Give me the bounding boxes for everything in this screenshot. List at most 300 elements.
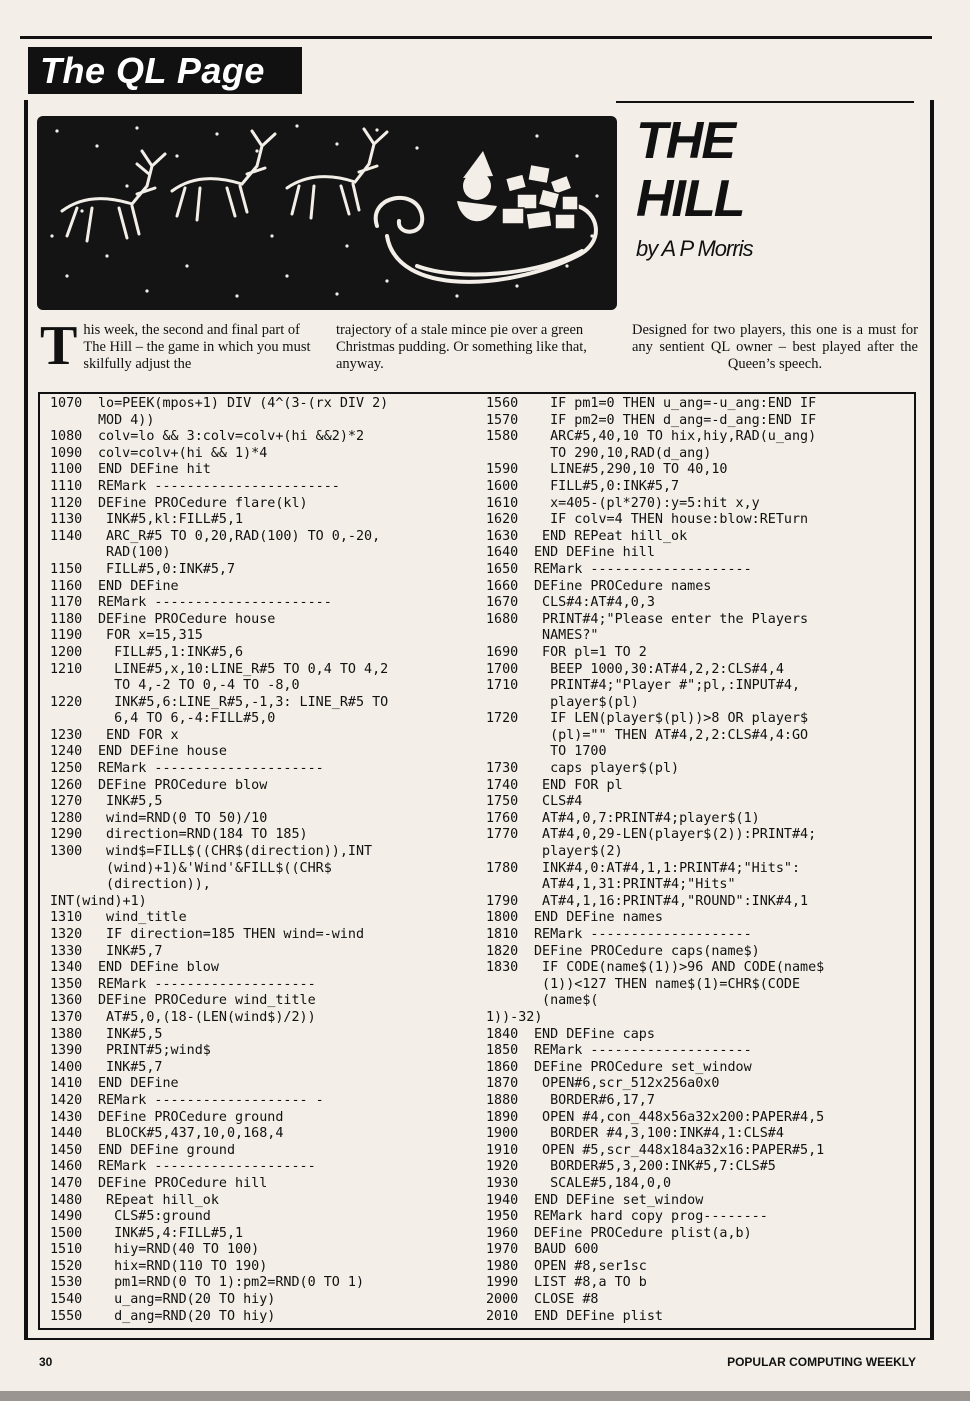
code-line	[486, 1309, 912, 1326]
code-line	[50, 645, 476, 662]
code-text: END DEFine	[98, 578, 179, 594]
code-text: player$(pl)	[534, 694, 639, 710]
code-line	[486, 1076, 912, 1093]
line-number: 1430	[50, 1109, 83, 1125]
code-line	[486, 645, 912, 662]
code-line	[50, 794, 476, 811]
code-text: END DEFine set_window	[534, 1192, 704, 1208]
code-text: 6,4 TO 6,-4:FILL#5,0	[98, 711, 276, 727]
line-number: 1210	[50, 661, 83, 677]
line-number: 1110	[50, 478, 83, 494]
code-text: INK#5,7	[98, 1059, 163, 1075]
line-number: 1940	[486, 1192, 519, 1208]
code-text: OPEN #4,con_448x56a32x200:PAPER#4,5	[534, 1109, 825, 1125]
line-number: 1490	[50, 1209, 83, 1225]
line-number: 1670	[486, 595, 519, 611]
line-number: 1990	[486, 1275, 519, 1291]
line-number: 2010	[486, 1308, 519, 1324]
code-line	[486, 1209, 912, 1226]
line-number: 1820	[486, 943, 519, 959]
line-number: 1470	[50, 1175, 83, 1191]
code-line	[50, 1309, 476, 1326]
code-line	[50, 396, 476, 413]
code-text: LINE#5,x,10:LINE_R#5 TO 0,4 TO 4,2	[98, 661, 389, 677]
code-text: FOR x=15,315	[98, 628, 203, 644]
code-line	[50, 894, 476, 911]
code-line	[486, 1126, 912, 1143]
code-text: CLOSE #8	[534, 1292, 599, 1308]
code-line	[486, 462, 912, 479]
code-line	[50, 1110, 476, 1127]
code-line	[486, 562, 912, 579]
line-number: 1450	[50, 1142, 83, 1158]
code-line	[486, 711, 912, 728]
listing-column-right	[486, 396, 912, 1325]
code-text: PRINT#4;"Player #";pl,:INPUT#4,	[534, 678, 801, 694]
code-text: TO 1700	[534, 744, 607, 760]
code-line	[486, 960, 912, 977]
code-line	[50, 744, 476, 761]
code-text: FILL#5,0:INK#5,7	[98, 561, 236, 577]
code-line	[50, 413, 476, 430]
code-line	[50, 1126, 476, 1143]
code-text: REMark --------------------	[534, 1043, 752, 1059]
code-line	[50, 429, 476, 446]
line-number: 1600	[486, 478, 519, 494]
code-text: colv=colv+(hi && 1)*4	[98, 445, 268, 461]
code-text: END DEFine blow	[98, 960, 219, 976]
line-number: 1340	[50, 960, 83, 976]
code-line	[486, 446, 912, 463]
publication-name: POPULAR COMPUTING WEEKLY	[727, 1355, 916, 1369]
code-text: CLS#4	[534, 794, 583, 810]
code-text: REMark ----------------------	[98, 595, 332, 611]
line-number: 1770	[486, 827, 519, 843]
code-line	[50, 944, 476, 961]
code-text: END DEFine hill	[534, 545, 655, 561]
code-text: BORDER#5,3,200:INK#5,7:CLS#5	[534, 1159, 776, 1175]
code-line	[50, 778, 476, 795]
code-line	[50, 977, 476, 994]
code-line	[50, 1226, 476, 1243]
code-line	[50, 1143, 476, 1160]
code-line	[486, 612, 912, 629]
author-byline: by A P Morris	[636, 236, 753, 261]
code-text: TO 290,10,RAD(d_ang)	[534, 445, 712, 461]
line-number: 1760	[486, 810, 519, 826]
line-number: 1890	[486, 1109, 519, 1125]
line-number: 1910	[486, 1142, 519, 1158]
code-text: FILL#5,0:INK#5,7	[534, 478, 680, 494]
code-text: NAMES?"	[534, 628, 599, 644]
code-line	[486, 1093, 912, 1110]
code-line	[50, 695, 476, 712]
code-text: AT#4,0,7:PRINT#4;player$(1)	[534, 810, 760, 826]
code-text: wind_title	[98, 910, 187, 926]
line-number: 1460	[50, 1159, 83, 1175]
code-text: caps player$(pl)	[534, 761, 680, 777]
code-line	[486, 595, 912, 612]
code-text: wind=RND(0 TO 50)/10	[98, 810, 268, 826]
code-text: INK#5,7	[98, 943, 163, 959]
line-number: 1730	[486, 761, 519, 777]
code-text: IF colv=4 THEN house:blow:RETurn	[534, 512, 809, 528]
line-number: 1790	[486, 893, 519, 909]
line-number: 1660	[486, 578, 519, 594]
line-number: 1530	[50, 1275, 83, 1291]
code-line	[486, 545, 912, 562]
code-text: OPEN #5,scr_448x184a32x16:PAPER#5,1	[534, 1142, 825, 1158]
code-line	[486, 1143, 912, 1160]
line-number: 1810	[486, 927, 519, 942]
line-number: 1390	[50, 1043, 83, 1059]
line-number: 1920	[486, 1159, 519, 1175]
reindeer-group	[62, 129, 387, 241]
code-text: player$(2)	[534, 844, 623, 860]
line-number: 1280	[50, 810, 83, 826]
code-text: FILL#5,1:INK#5,6	[98, 644, 244, 660]
code-line	[50, 711, 476, 728]
code-line	[486, 827, 912, 844]
code-text: (direction)),	[98, 877, 211, 893]
code-text: (1))<127 THEN name$(1)=CHR$(CODE	[534, 976, 801, 992]
line-number: 1180	[50, 611, 83, 627]
code-line	[486, 1043, 912, 1060]
line-number: 1190	[50, 628, 83, 644]
code-text: BORDER#6,17,7	[534, 1092, 655, 1108]
sleigh-artwork	[37, 116, 617, 310]
code-line	[50, 1076, 476, 1093]
code-line	[50, 877, 476, 894]
code-line	[50, 910, 476, 927]
code-text: END FOR x	[98, 727, 179, 743]
code-text: IF pm1=0 THEN u_ang=-u_ang:END IF	[534, 396, 817, 411]
code-line	[486, 1275, 912, 1292]
code-line	[486, 1193, 912, 1210]
santa-figure	[457, 151, 497, 221]
code-text: ARC#5,40,10 TO hix,hiy,RAD(u_ang)	[534, 429, 817, 445]
code-text: END DEFine hit	[98, 462, 211, 478]
line-number: 1300	[50, 844, 83, 860]
code-text: REMark ---------------------	[98, 761, 324, 777]
line-number: 1880	[486, 1092, 519, 1108]
line-number: 1560	[486, 396, 519, 411]
code-text: DEFine PROCedure names	[534, 578, 712, 594]
code-text: END DEFine caps	[534, 1026, 655, 1042]
line-number: 1310	[50, 910, 83, 926]
code-line	[486, 1292, 912, 1309]
line-number: 1860	[486, 1059, 519, 1075]
line-number: 1130	[50, 512, 83, 528]
code-line	[50, 1259, 476, 1276]
line-number: 1520	[50, 1258, 83, 1274]
title-line-2: HILL	[636, 170, 744, 228]
code-line	[50, 1242, 476, 1259]
code-line	[50, 827, 476, 844]
code-text: REMark ------------------- -	[98, 1092, 324, 1108]
code-line	[50, 1292, 476, 1309]
code-text: RAD(100)	[98, 545, 171, 561]
line-number: 1250	[50, 761, 83, 777]
code-line	[50, 993, 476, 1010]
code-line	[50, 678, 476, 695]
line-number: 1100	[50, 462, 83, 478]
code-line	[50, 479, 476, 496]
code-text: LINE#5,290,10 TO 40,10	[534, 462, 728, 478]
code-line	[486, 512, 912, 529]
code-text: AT#4,1,16:PRINT#4,"ROUND":INK#4,1	[534, 893, 809, 909]
santa-sleigh-illustration	[37, 116, 617, 310]
code-line	[486, 1226, 912, 1243]
code-line	[486, 877, 912, 894]
line-number: 1570	[486, 412, 519, 428]
code-text: END DEFine	[98, 1076, 179, 1092]
code-text: REMark --------------------	[534, 561, 752, 577]
line-number: 1950	[486, 1209, 519, 1225]
code-text: INK#5,6:LINE_R#5,-1,3: LINE_R#5 TO	[98, 694, 389, 710]
code-line	[50, 612, 476, 629]
code-line	[50, 496, 476, 513]
code-text: pm1=RND(0 TO 1):pm2=RND(0 TO 1)	[98, 1275, 365, 1291]
line-number: 1350	[50, 976, 83, 992]
code-text: DEFine PROCedure caps(name$)	[534, 943, 760, 959]
code-text: END FOR pl	[534, 777, 623, 793]
code-text: INK#5,5	[98, 1026, 163, 1042]
code-text: END DEFine names	[534, 910, 663, 926]
code-line	[50, 1093, 476, 1110]
line-number: 1230	[50, 727, 83, 743]
line-number: 1720	[486, 711, 519, 727]
line-number: 1120	[50, 495, 83, 511]
code-line	[486, 662, 912, 679]
line-number: 1440	[50, 1126, 83, 1142]
intro-text-1: his week, the second and final part of The Hill – the game in which you must skilfully adjust the	[83, 322, 311, 372]
line-number: 1200	[50, 644, 83, 660]
code-text: INK#5,4:FILL#5,1	[98, 1225, 244, 1241]
code-line	[486, 579, 912, 596]
line-number: 1830	[486, 960, 519, 976]
code-text: DEFine PROCedure set_window	[534, 1059, 752, 1075]
code-text: u_ang=RND(20 TO hiy)	[98, 1292, 276, 1308]
code-line	[50, 628, 476, 645]
code-line	[50, 1176, 476, 1193]
code-text: IF direction=185 THEN wind=-wind	[98, 927, 365, 942]
code-line	[486, 1010, 912, 1027]
code-text: hiy=RND(40 TO 100)	[98, 1242, 260, 1258]
line-number: 1780	[486, 860, 519, 876]
code-text: PRINT#4;"Please enter the Players	[534, 611, 809, 627]
code-line	[486, 1110, 912, 1127]
section-banner: The QL Page	[28, 47, 302, 94]
code-text: END DEFine ground	[98, 1142, 236, 1158]
code-line	[486, 761, 912, 778]
intro-column-2: trajectory of a stale mince pie over a green Christmas pudding. Or something like that, anyway.	[336, 322, 587, 372]
line-number: 1240	[50, 744, 83, 760]
code-text: AT#5,0,(18-(LEN(wind$)/2))	[98, 1009, 316, 1025]
code-text: DEFine PROCedure ground	[98, 1109, 284, 1125]
code-line	[486, 496, 912, 513]
code-line	[486, 778, 912, 795]
code-line	[50, 927, 476, 944]
line-number: 1090	[50, 445, 83, 461]
line-number: 1260	[50, 777, 83, 793]
code-line	[50, 1209, 476, 1226]
line-number: 1080	[50, 429, 83, 445]
code-line	[486, 811, 912, 828]
line-number: 1360	[50, 993, 83, 1009]
line-number: 1710	[486, 678, 519, 694]
code-text: MOD 4))	[98, 412, 155, 428]
code-text: (wind)+1)&'Wind'&FILL$((CHR$	[98, 860, 332, 876]
line-number: 1700	[486, 661, 519, 677]
code-text: OPEN#6,scr_512x256a0x0	[534, 1076, 720, 1092]
code-line	[486, 993, 912, 1010]
line-number: 1150	[50, 561, 83, 577]
code-text: CLS#4:AT#4,0,3	[534, 595, 655, 611]
line-number: 1750	[486, 794, 519, 810]
line-number: 1970	[486, 1242, 519, 1258]
code-text: AT#4,0,29-LEN(player$(2)):PRINT#4;	[534, 827, 817, 843]
code-text: REMark --------------------	[98, 976, 316, 992]
code-text: END DEFine house	[98, 744, 227, 760]
line-number: 1840	[486, 1026, 519, 1042]
code-line	[50, 1010, 476, 1027]
code-line	[50, 811, 476, 828]
code-line	[486, 744, 912, 761]
code-text: REMark --------------------	[98, 1159, 316, 1175]
code-line	[50, 844, 476, 861]
line-number: 1480	[50, 1192, 83, 1208]
code-line	[50, 595, 476, 612]
line-number: 1850	[486, 1043, 519, 1059]
code-line	[486, 678, 912, 695]
line-number: 1070	[50, 396, 83, 411]
code-text: BORDER #4,3,100:INK#4,1:CLS#4	[534, 1126, 784, 1142]
code-line	[50, 960, 476, 977]
line-number: 1410	[50, 1076, 83, 1092]
code-text: BEEP 1000,30:AT#4,2,2:CLS#4,4	[534, 661, 784, 677]
code-text: REMark -----------------------	[98, 478, 340, 494]
code-text: IF LEN(player$(pl))>8 OR player$	[534, 711, 809, 727]
line-number: 1740	[486, 777, 519, 793]
code-line	[50, 662, 476, 679]
code-text: INK#4,0:AT#4,1,1:PRINT#4;"Hits":	[534, 860, 801, 876]
code-line	[50, 579, 476, 596]
code-line	[486, 728, 912, 745]
code-line	[50, 1027, 476, 1044]
article-title	[636, 112, 753, 262]
code-text: END REPeat hill_ok	[534, 528, 688, 544]
intro-column-3: Designed for two players, this one is a must for any sentient QL owner – best played after the Queen’s speech.	[632, 322, 918, 372]
line-number: 1680	[486, 611, 519, 627]
line-number: 1290	[50, 827, 83, 843]
code-line	[486, 1159, 912, 1176]
line-number: 1630	[486, 528, 519, 544]
header-rule	[616, 101, 914, 103]
line-number: 1870	[486, 1076, 519, 1092]
code-line	[486, 1060, 912, 1077]
line-number: 1400	[50, 1059, 83, 1075]
top-rule	[20, 36, 932, 39]
code-line	[50, 1193, 476, 1210]
code-line	[486, 628, 912, 645]
line-number: 1960	[486, 1225, 519, 1241]
code-line	[486, 910, 912, 927]
code-line	[486, 695, 912, 712]
code-line	[50, 761, 476, 778]
code-text: x=405-(pl*270):y=5:hit x,y	[534, 495, 760, 511]
code-line	[50, 512, 476, 529]
line-number: 1170	[50, 595, 83, 611]
code-text: REMark --------------------	[534, 927, 752, 942]
code-text: INK#5,kl:FILL#5,1	[98, 512, 244, 528]
code-line	[486, 944, 912, 961]
code-text: lo=PEEK(mpos+1) DIV (4^(3-(rx DIV 2)	[98, 396, 389, 411]
code-text: INK#5,5	[98, 794, 163, 810]
code-text: OPEN #8,ser1sc	[534, 1258, 647, 1274]
code-line	[50, 728, 476, 745]
code-text: 1))-32)	[486, 1009, 543, 1025]
code-line	[486, 479, 912, 496]
line-number: 1620	[486, 512, 519, 528]
code-text: DEFine PROCedure flare(kl)	[98, 495, 308, 511]
code-line	[486, 1027, 912, 1044]
presents-pile	[502, 164, 578, 229]
code-text: IF CODE(name$(1))>96 AND CODE(name$	[534, 960, 825, 976]
code-text: END DEFine plist	[534, 1308, 663, 1324]
page-edge	[0, 1391, 970, 1401]
code-line	[50, 562, 476, 579]
line-number: 1160	[50, 578, 83, 594]
code-text: IF pm2=0 THEN d_ang=-d_ang:END IF	[534, 412, 817, 428]
code-line	[486, 977, 912, 994]
code-text: TO 4,-2 TO 0,-4 TO -8,0	[98, 678, 300, 694]
code-line	[50, 1275, 476, 1292]
line-number: 1330	[50, 943, 83, 959]
line-number: 1420	[50, 1092, 83, 1108]
line-number: 1650	[486, 561, 519, 577]
code-text: wind$=FILL$((CHR$(direction)),INT	[98, 844, 373, 860]
code-text: DEFine PROCedure house	[98, 611, 276, 627]
line-number: 1580	[486, 429, 519, 445]
line-number: 1140	[50, 528, 83, 544]
line-number: 1540	[50, 1292, 83, 1308]
line-number: 1550	[50, 1308, 83, 1324]
code-text: SCALE#5,184,0,0	[534, 1175, 672, 1191]
code-text: REpeat hill_ok	[98, 1192, 219, 1208]
listing-column-left	[50, 396, 476, 1325]
code-text: (name$(	[534, 993, 599, 1009]
code-line	[50, 861, 476, 878]
line-number: 1220	[50, 694, 83, 710]
code-line	[486, 529, 912, 546]
line-number: 2000	[486, 1292, 519, 1308]
code-line	[486, 861, 912, 878]
code-line	[50, 1043, 476, 1060]
intro-column-1	[40, 315, 320, 377]
code-text: ARC_R#5 TO 0,20,RAD(100) TO 0,-20,	[98, 528, 381, 544]
line-number: 1610	[486, 495, 519, 511]
code-text: PRINT#5;wind$	[98, 1043, 211, 1059]
code-line	[486, 1259, 912, 1276]
code-line	[486, 1242, 912, 1259]
page-number: 30	[39, 1355, 53, 1369]
code-text: hix=RND(110 TO 190)	[98, 1258, 268, 1274]
line-number: 1500	[50, 1225, 83, 1241]
line-number: 1690	[486, 644, 519, 660]
code-line	[486, 894, 912, 911]
code-text: LIST #8,a TO b	[534, 1275, 647, 1291]
